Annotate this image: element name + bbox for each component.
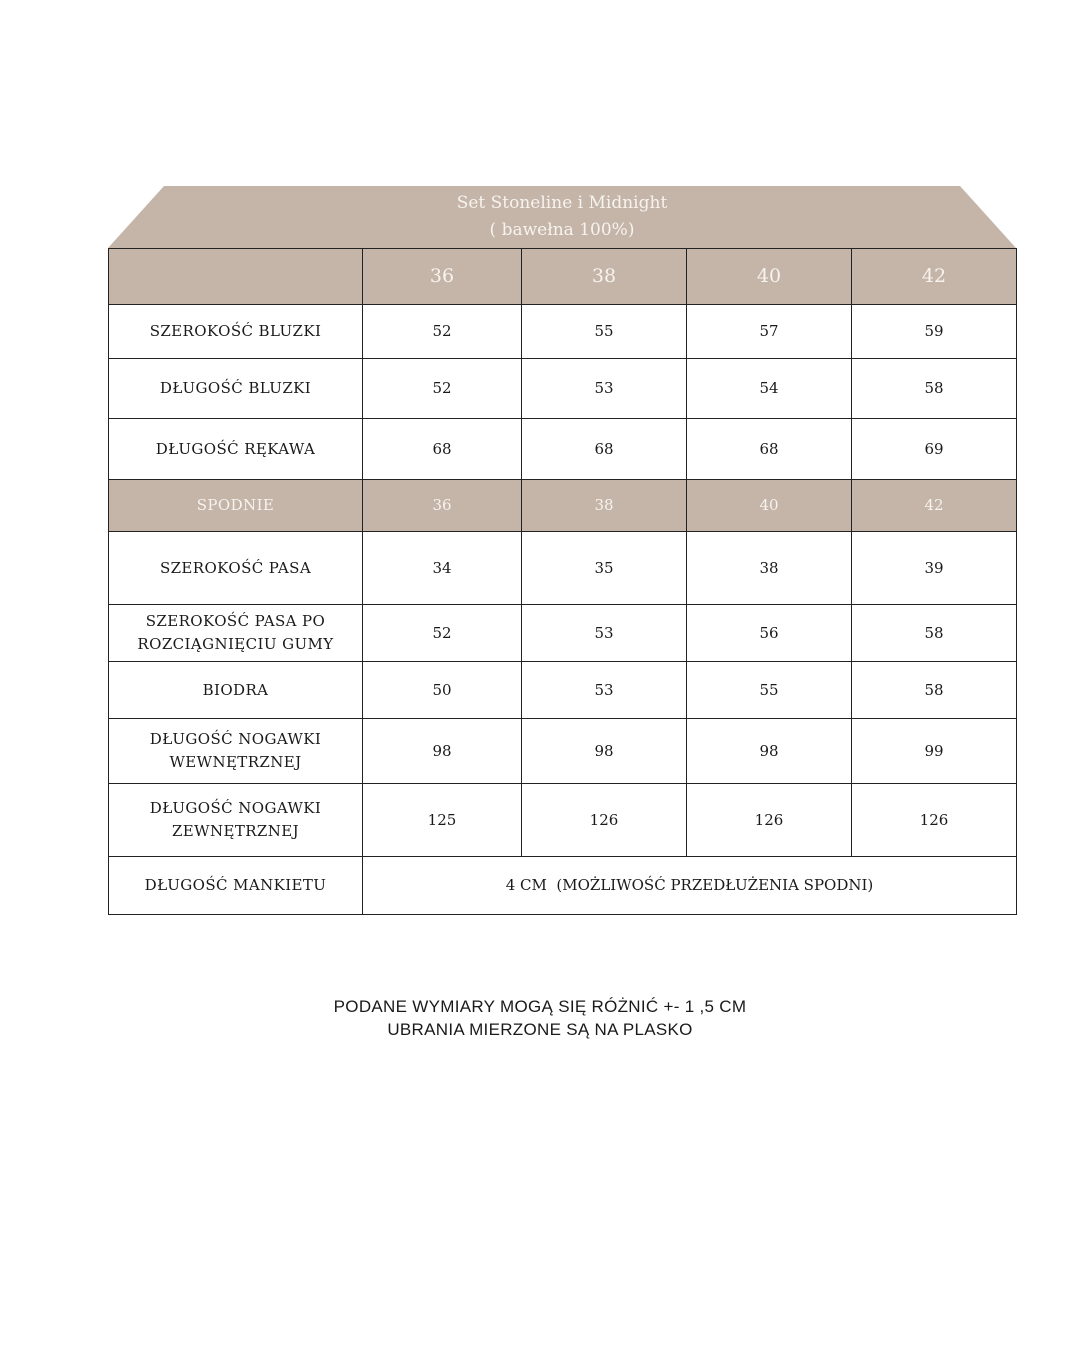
value-cell: 57 xyxy=(687,305,852,359)
table-row xyxy=(109,305,1017,359)
value-cell: 53 xyxy=(522,662,687,719)
table-row xyxy=(109,719,1017,784)
table-subtitle: ( bawełna 100%) xyxy=(489,220,635,240)
value-cell: 126 xyxy=(687,784,852,857)
table-row xyxy=(109,662,1017,719)
value-cell: 58 xyxy=(852,359,1017,419)
value-cell: 50 xyxy=(363,662,522,719)
value-cell: 39 xyxy=(852,532,1017,605)
value-cell: 98 xyxy=(522,719,687,784)
value-cell: 55 xyxy=(522,305,687,359)
value-cell: 98 xyxy=(687,719,852,784)
value-cell: 125 xyxy=(363,784,522,857)
row-label: DŁUGOŚĆ RĘKAWA xyxy=(109,419,363,480)
row-label: SZEROKOŚĆ PASA xyxy=(109,532,363,605)
row-label: BIODRA xyxy=(109,662,363,719)
value-cell: 55 xyxy=(687,662,852,719)
row-label: SZEROKOŚĆ BLUZKI xyxy=(109,305,363,359)
value-cell: 68 xyxy=(363,419,522,480)
size-header-row xyxy=(109,249,1017,305)
value-cell: 58 xyxy=(852,662,1017,719)
measurement-note xyxy=(0,995,1080,1041)
table-title-banner xyxy=(108,186,1016,248)
header-empty-cell xyxy=(109,249,363,305)
value-cell: 126 xyxy=(522,784,687,857)
row-label: SZEROKOŚĆ PASA PO ROZCIĄGNIĘCIU GUMY xyxy=(109,605,363,662)
value-cell: 53 xyxy=(522,359,687,419)
value-cell: 58 xyxy=(852,605,1017,662)
size-header-cell: 38 xyxy=(522,480,687,532)
row-label: DŁUGOŚĆ MANKIETU xyxy=(109,857,363,915)
value-cell: 99 xyxy=(852,719,1017,784)
value-cell: 53 xyxy=(522,605,687,662)
value-cell: 54 xyxy=(687,359,852,419)
pants-header-row xyxy=(109,480,1017,532)
value-cell: 52 xyxy=(363,359,522,419)
value-cell: 56 xyxy=(687,605,852,662)
pants-section-label: SPODNIE xyxy=(109,480,363,532)
note-line: UBRANIA MIERZONE SĄ NA PLASKO xyxy=(387,1020,693,1039)
size-header-cell: 40 xyxy=(687,480,852,532)
value-cell: 69 xyxy=(852,419,1017,480)
cuff-row xyxy=(109,857,1017,915)
size-header-cell: 42 xyxy=(852,249,1017,305)
value-cell: 68 xyxy=(522,419,687,480)
value-cell: 68 xyxy=(687,419,852,480)
value-cell: 35 xyxy=(522,532,687,605)
value-cell: 59 xyxy=(852,305,1017,359)
note-line: PODANE WYMIARY MOGĄ SIĘ RÓŻNIĆ +- 1 ,5 CM xyxy=(333,997,747,1016)
size-header-cell: 36 xyxy=(363,480,522,532)
size-chart-table xyxy=(108,248,1017,915)
row-label: DŁUGOŚĆ NOGAWKI WEWNĘTRZNEJ xyxy=(109,719,363,784)
value-cell: 98 xyxy=(363,719,522,784)
value-cell: 52 xyxy=(363,305,522,359)
table-row xyxy=(109,605,1017,662)
size-header-cell: 42 xyxy=(852,480,1017,532)
table-row xyxy=(109,784,1017,857)
value-cell: 52 xyxy=(363,605,522,662)
table-row xyxy=(109,532,1017,605)
size-header-cell: 38 xyxy=(522,249,687,305)
value-cell: 34 xyxy=(363,532,522,605)
size-header-cell: 40 xyxy=(687,249,852,305)
table-row xyxy=(109,419,1017,480)
size-header-cell: 36 xyxy=(363,249,522,305)
table-row xyxy=(109,359,1017,419)
value-cell: 38 xyxy=(687,532,852,605)
row-label: DŁUGOŚĆ NOGAWKI ZEWNĘTRZNEJ xyxy=(109,784,363,857)
cuff-value: 4 CM (MOŻLIWOŚĆ PRZEDŁUŻENIA SPODNI) xyxy=(363,857,1017,915)
value-cell: 126 xyxy=(852,784,1017,857)
row-label: DŁUGOŚĆ BLUZKI xyxy=(109,359,363,419)
table-title: Set Stoneline i Midnight xyxy=(456,193,668,213)
